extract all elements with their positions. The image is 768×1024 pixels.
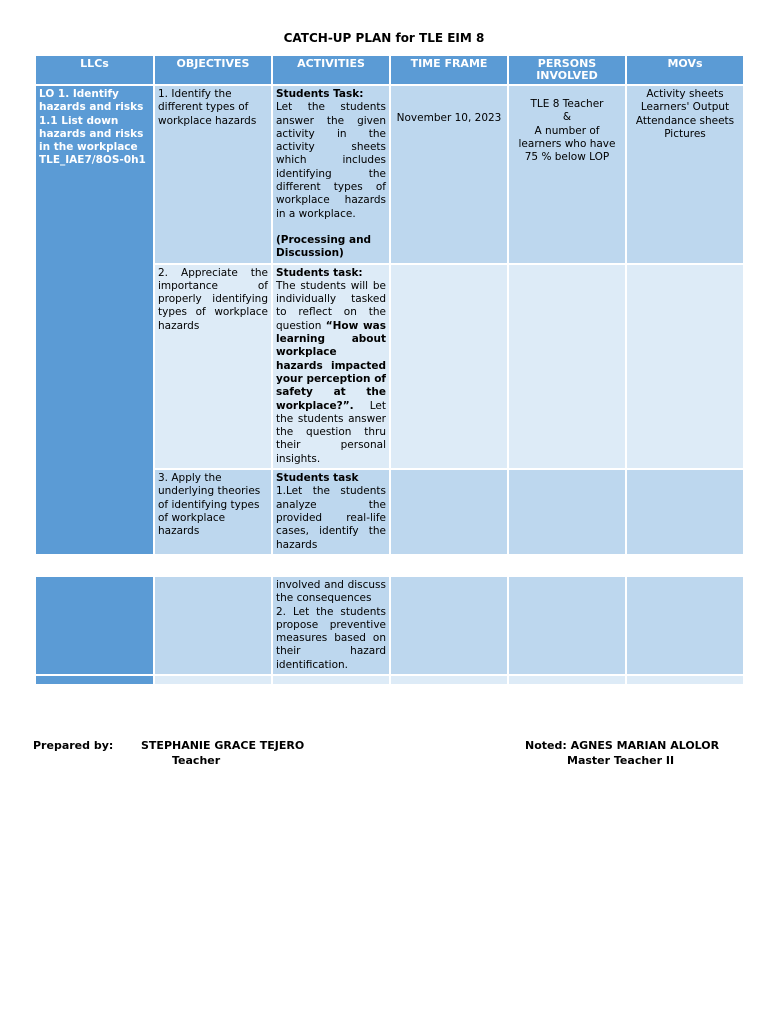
- movs-cell: [627, 265, 743, 468]
- llc-cell: [36, 676, 153, 684]
- table-row: [36, 86, 743, 263]
- movs-cell: [627, 470, 743, 554]
- page-title: CATCH-UP PLAN for TLE EIM 8: [283, 31, 485, 45]
- persons-cell: [509, 265, 625, 468]
- header-persons-involved: PERSONS INVOLVED: [509, 56, 625, 84]
- activity-cell: [273, 470, 389, 554]
- activity-cell: [273, 577, 389, 674]
- movs-cell: [627, 577, 743, 674]
- time-frame-cell: November 10, 2023: [391, 86, 507, 263]
- persons-cell: [509, 577, 625, 674]
- time-frame-cell: [391, 265, 507, 468]
- llc-code: TLE_IAE7/8OS-0h1: [39, 154, 146, 167]
- activity-text: 1.Let the students analyze the provided real-life cases, identify the hazards: [276, 485, 386, 551]
- persons-cell: [509, 86, 625, 263]
- catch-up-plan-table-continued: [34, 575, 745, 686]
- activity-cell: [273, 676, 389, 684]
- prepared-by-name: STEPHANIE GRACE TEJERO: [141, 739, 305, 752]
- catch-up-plan-table: [34, 54, 745, 556]
- activity-text: 2. Let the students propose preventive measures based on their hazard identification.: [276, 605, 386, 671]
- prepared-by-label: Prepared by:: [33, 739, 114, 752]
- header-activities: ACTIVITIES: [273, 56, 389, 84]
- persons-cell: [509, 470, 625, 554]
- objective-cell: 3. Apply the underlying theories of identifying types of workplace hazards: [155, 470, 271, 554]
- llc-cell: [36, 86, 153, 554]
- objective-cell: 2. Appreciate the importance of properly identifying types of workplace hazards: [155, 265, 271, 468]
- noted-by-label: Noted:: [525, 739, 567, 752]
- activity-heading: Students task:: [276, 266, 363, 279]
- prepared-by-role: Teacher: [172, 754, 221, 767]
- activity-text: The students will be individually tasked to reflect on the question: [276, 279, 386, 332]
- persons-line: TLE 8 Teacher: [530, 98, 604, 110]
- movs-cell: [627, 676, 743, 684]
- llc-cell: [36, 577, 153, 674]
- persons-line: A number of learners who have 75 % below LOP: [518, 124, 616, 164]
- activity-footer: (Processing and Discussion): [276, 233, 372, 260]
- table-header-row: [36, 56, 743, 84]
- movs-item: Pictures: [664, 127, 706, 140]
- movs-item: Activity sheets: [646, 88, 724, 100]
- header-movs: MOVs: [627, 56, 743, 84]
- time-frame-cell: [391, 470, 507, 554]
- noted-by: [525, 739, 719, 752]
- header-time-frame: TIME FRAME: [391, 56, 507, 84]
- objective-cell: [155, 577, 271, 674]
- activity-text: Let the students answer the given activity in the activity sheets which includes identifying the different types of workplace hazards in a workplace.: [276, 101, 386, 220]
- time-frame-cell: [391, 577, 507, 674]
- time-frame-cell: [391, 676, 507, 684]
- activity-heading: Students Task:: [276, 88, 364, 100]
- activity-text: involved and discuss the consequences: [276, 579, 386, 605]
- activity-heading: Students task: [276, 472, 359, 485]
- movs-cell: [627, 86, 743, 263]
- persons-line: &: [562, 111, 572, 124]
- llc-line2: 1.1 List down hazards and risks in the workplace: [39, 114, 144, 154]
- table-row: [36, 676, 743, 684]
- noted-by-role: Master Teacher II: [567, 754, 675, 767]
- movs-item: Learners' Output: [640, 101, 730, 114]
- header-llcs: LLCs: [36, 56, 153, 84]
- persons-cell: [509, 676, 625, 684]
- objective-cell: [155, 676, 271, 684]
- table-row: [36, 577, 743, 674]
- activity-text: Let the students answer the question thru their personal insights.: [276, 399, 386, 465]
- noted-by-name: AGNES MARIAN ALOLOR: [570, 739, 720, 752]
- activity-question: “How was learning about workplace hazards impacted your perception of safety at the workplace?”.: [276, 319, 386, 412]
- activity-cell: [273, 265, 389, 468]
- movs-item: Attendance sheets: [635, 114, 735, 127]
- llc-line1: LO 1. Identify hazards and risks: [39, 88, 144, 114]
- header-objectives: OBJECTIVES: [155, 56, 271, 84]
- activity-cell: [273, 86, 389, 263]
- objective-cell: 1. Identify the different types of workplace hazards: [155, 86, 271, 263]
